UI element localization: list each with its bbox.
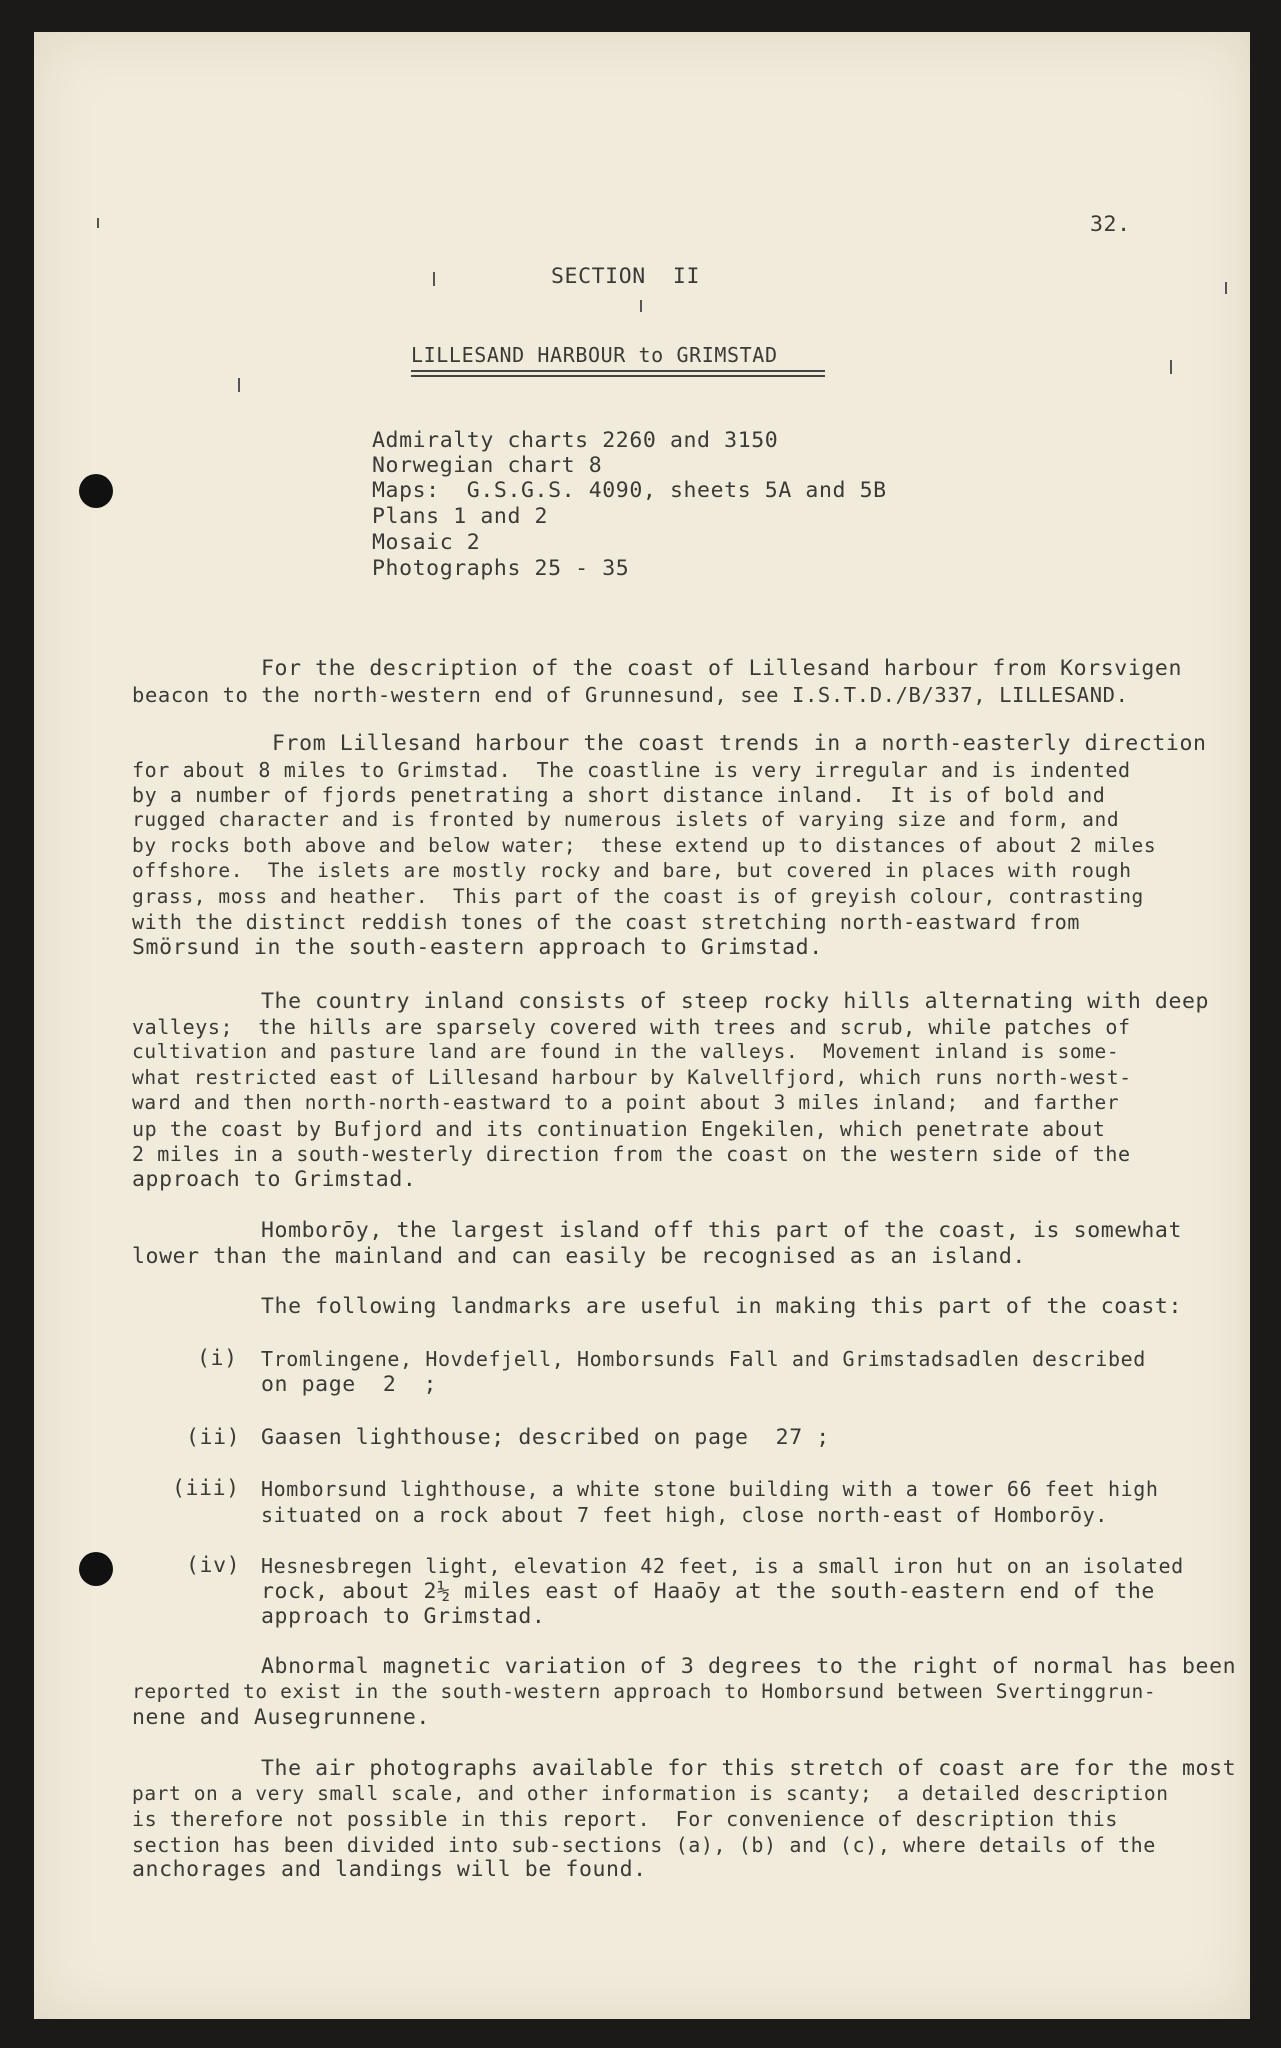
paragraph-line: rugged character and is fronted by numerous islets of varying size and form, and <box>132 808 1120 831</box>
landmark-text: Hesnesbregen light, elevation 42 feet, is a small iron hut on an isolated <box>261 1554 1184 1578</box>
punch-hole-bottom <box>79 1552 113 1586</box>
landmark-number: (i) <box>197 1346 238 1371</box>
paragraph-line: with the distinct reddish tones of the coast stretching north-eastward from <box>132 910 1081 934</box>
paragraph-line: reported to exist in the south-western approach to Homborsund between Svertinggrun- <box>132 1680 1157 1703</box>
paragraph-line: The air photographs available for this stretch of coast are for the most <box>261 1756 1237 1781</box>
landmark-number: (ii) <box>186 1425 241 1450</box>
punch-hole-top <box>79 474 113 508</box>
paragraph-line: nene and Ausegrunnene. <box>132 1705 430 1730</box>
title-underline <box>411 370 825 372</box>
typewriter-mark <box>1170 360 1172 374</box>
paragraph-line: is therefore not possible in this report. For convenience of description this <box>132 1807 1118 1831</box>
paragraph-landmarks-intro: The following landmarks are useful in making this part of the coast: <box>261 1294 1182 1319</box>
landmark-text: Gaasen lighthouse; described on page 27 ; <box>261 1425 830 1450</box>
paragraph-line: beacon to the north-western end of Grunnesund, see I.S.T.D./B/337, LILLESAND. <box>132 683 1129 707</box>
typewriter-mark <box>238 378 240 392</box>
paragraph-line: part on a very small scale, and other information is scanty; a detailed description <box>132 1782 1169 1805</box>
paragraph-line: lower than the mainland and can easily be recognised as an island. <box>132 1244 1026 1269</box>
section-heading: SECTION II <box>551 264 700 289</box>
reference-line: Norwegian chart 8 <box>372 453 603 478</box>
paragraph-line: The country inland consists of steep rocky hills alternating with deep <box>261 989 1210 1014</box>
paragraph-line: up the coast by Bufjord and its continuation Engekilen, which penetrate about <box>132 1117 1106 1141</box>
landmark-text: Homborsund lighthouse, a white stone building with a tower 66 feet high <box>261 1477 1159 1501</box>
paragraph-line: what restricted east of Lillesand harbour by Kalvellfjord, which runs north-west- <box>132 1066 1132 1089</box>
paragraph-line: valleys; the hills are sparsely covered with trees and scrub, while patches of <box>132 1015 1131 1039</box>
paragraph-line: cultivation and pasture land are found in the valleys. Movement inland is some- <box>132 1040 1120 1063</box>
typewriter-mark <box>433 272 435 286</box>
paragraph-line: offshore. The islets are mostly rocky and bare, but covered in places with rough <box>132 859 1132 882</box>
landmark-text: on page 2 ; <box>261 1372 438 1397</box>
paragraph-line: grass, moss and heather. This part of the coast is of greyish colour, contrasting <box>132 885 1144 908</box>
title-underline-second <box>411 375 825 377</box>
paragraph-line: For the description of the coast of Lillesand harbour from Korsvigen <box>261 656 1182 681</box>
reference-line: Mosaic 2 <box>372 530 481 555</box>
section-title: LILLESAND HARBOUR to GRIMSTAD <box>411 343 778 367</box>
typewriter-mark <box>640 300 642 312</box>
reference-line: Plans 1 and 2 <box>372 504 549 529</box>
page-number: 32. <box>1090 212 1131 237</box>
paragraph-line: for about 8 miles to Grimstad. The coastline is very irregular and is indented <box>132 758 1131 782</box>
paragraph-line: by rocks both above and below water; these extend up to distances of about 2 miles <box>132 834 1157 857</box>
landmark-text: rock, about 2½ miles east of Haaōy at the south-eastern end of the <box>261 1579 1155 1604</box>
paragraph-line: From Lillesand harbour the coast trends in a north-easterly direction <box>272 731 1207 756</box>
paragraph-line: section has been divided into sub-sections (a), (b) and (c), where details of the <box>132 1833 1156 1857</box>
reference-line: Admiralty charts 2260 and 3150 <box>372 428 779 453</box>
paragraph-line: by a number of fjords penetrating a short distance inland. It is of bold and <box>132 783 1106 807</box>
paragraph-line: Homborōy, the largest island off this part of the coast, is somewhat <box>261 1218 1182 1243</box>
paragraph-line: Abnormal magnetic variation of 3 degrees to the right of normal has been <box>261 1654 1237 1679</box>
reference-line: Maps: G.S.G.S. 4090, sheets 5A and 5B <box>372 478 887 503</box>
paragraph-line: 2 miles in a south-westerly direction from the coast on the western side of the <box>132 1142 1131 1166</box>
landmark-number: (iii) <box>172 1476 240 1501</box>
landmark-text: Tromlingene, Hovdefjell, Homborsunds Fall and Grimstadsadlen described <box>261 1347 1146 1371</box>
landmark-number: (iv) <box>186 1553 241 1578</box>
typewriter-mark <box>97 218 99 228</box>
paragraph-line: approach to Grimstad. <box>132 1167 417 1192</box>
reference-line: Photographs 25 - 35 <box>372 556 630 581</box>
landmark-text: approach to Grimstad. <box>261 1604 546 1629</box>
typewriter-mark <box>1225 282 1227 294</box>
paragraph-line: Smörsund in the south-eastern approach to Grimstad. <box>132 935 823 960</box>
paragraph-line: ward and then north-north-eastward to a point about 3 miles inland; and farther <box>132 1091 1120 1114</box>
paragraph-line: anchorages and landings will be found. <box>132 1857 647 1882</box>
landmark-text: situated on a rock about 7 feet high, close north-east of Homborōy. <box>261 1503 1108 1527</box>
